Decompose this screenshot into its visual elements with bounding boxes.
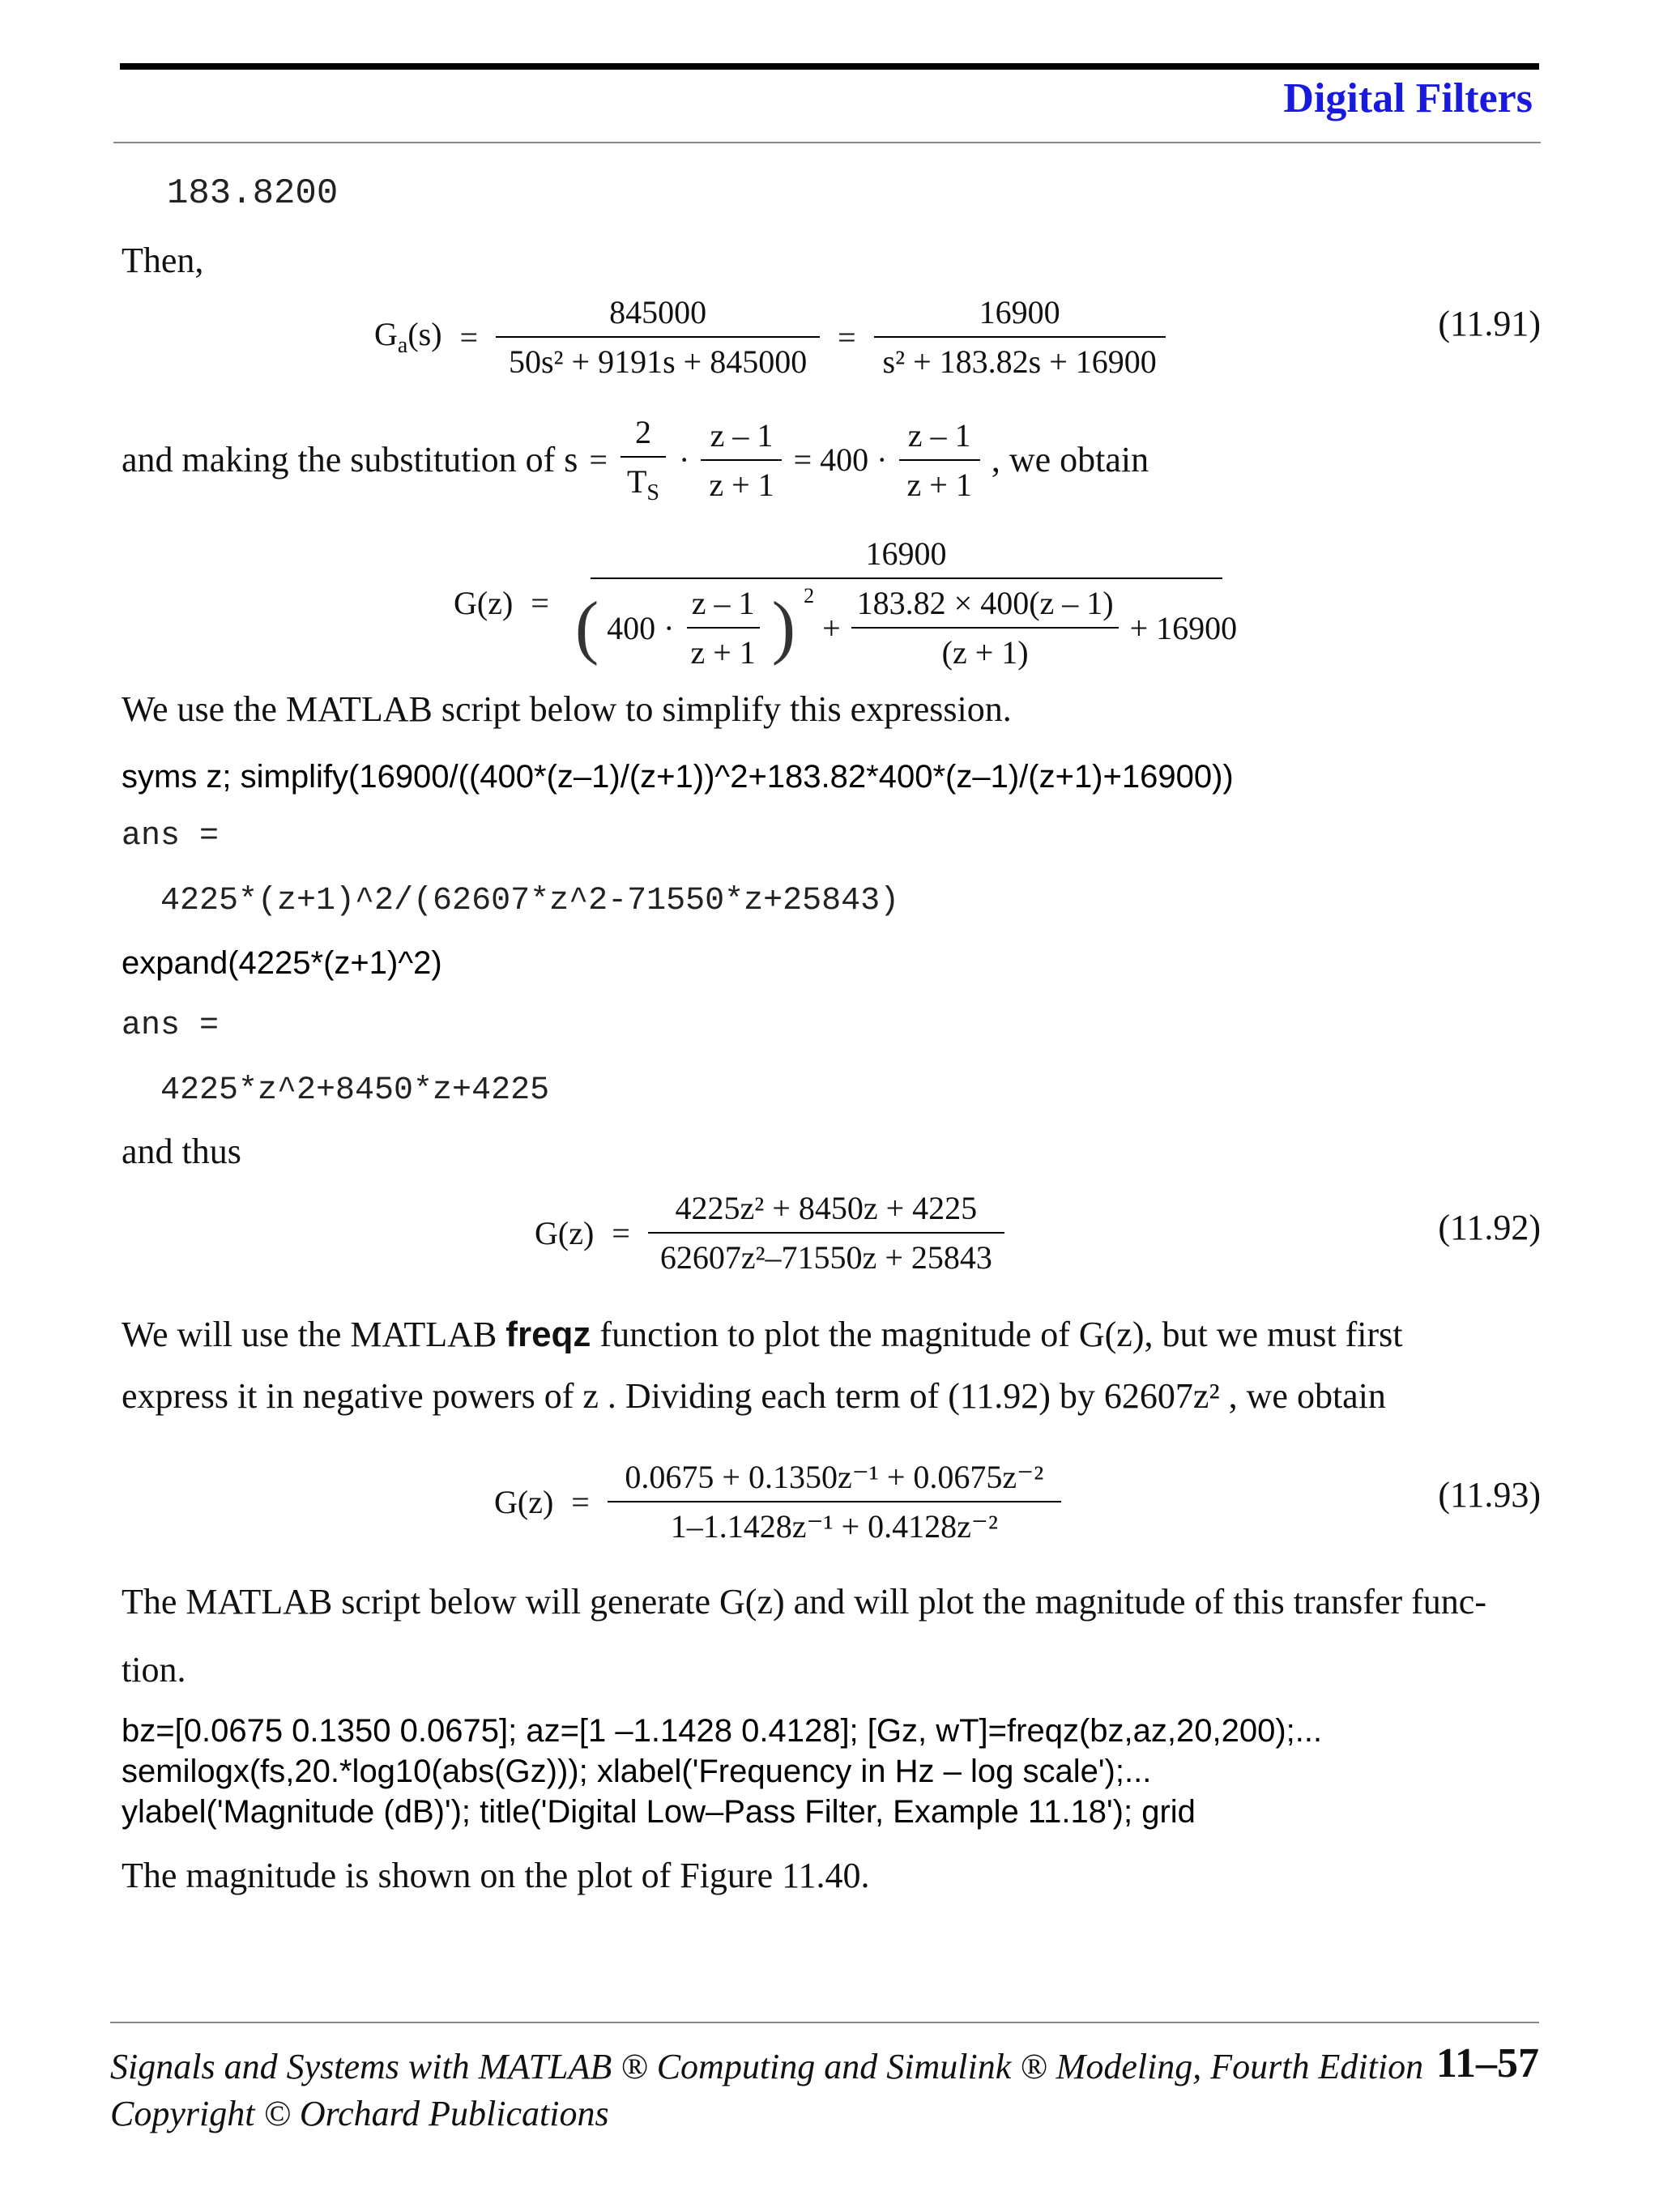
fraction: [849, 584, 1122, 671]
equation-11-91: [374, 293, 1166, 381]
denominator: ( 400 · $\frac{z - 1}{z + 1}$ ) $^2$ + $\frac{183.82 \times 400(z - 1)}{(z + 1)}$ + 16900: [574, 584, 1238, 671]
equation-number: (11.91): [1438, 304, 1541, 343]
exponent: 2: [804, 584, 815, 607]
equation-gz-expanded: [454, 535, 1245, 671]
numerator: z – 1: [907, 416, 971, 454]
footer-book-title: Signals and Systems with MATLAB ® Computing and Simulink ® Modeling, Fourth Edition: [110, 2047, 1424, 2086]
text-then: Then,: [122, 241, 204, 280]
equals-sign: =: [571, 1483, 590, 1520]
equation-11-92: [535, 1189, 1004, 1276]
substitution-text: and making the substitution of s: [122, 439, 578, 479]
substitution-tail: , we obtain: [991, 439, 1149, 479]
code-simplify: syms z; simplify(16900/((400*(z–1)/(z+1))^2+183.82*400*(z–1)/(z+1)+16900)): [122, 759, 1234, 795]
equals-sign: =: [589, 441, 608, 478]
paragraph-freqz: We will use the MATLAB freqz function to plot the magnitude of G(z), but we must first: [122, 1315, 1403, 1354]
page-number: 11–57: [1435, 2040, 1539, 2086]
numerator: z – 1: [691, 585, 755, 621]
numerator: 845000: [609, 294, 707, 330]
equation-11-93: [494, 1458, 1061, 1545]
equals-400: = 400 ·: [793, 441, 888, 478]
denominator: $T_S$: [626, 463, 659, 505]
eq-lhs: G(z): [454, 585, 514, 621]
numerator: 183.82 × 400(z – 1): [856, 585, 1114, 621]
paragraph-script: The MATLAB script below will generate G(z) and will plot the magnitude of this transfer func-: [122, 1582, 1486, 1622]
denominator: z + 1: [906, 466, 972, 503]
equation-number: (11.92): [1438, 1208, 1541, 1247]
denominator: s² + 183.82s + 16900: [882, 343, 1157, 380]
numerator: 0.0675 + 0.1350z⁻¹ + 0.0675z⁻²: [625, 1459, 1044, 1495]
equals-sign: =: [838, 318, 856, 356]
numerator: 2: [634, 414, 651, 450]
ans-label: ans =: [122, 818, 220, 855]
fraction: [899, 416, 980, 504]
fraction: [619, 413, 667, 506]
coef-400: 400 ·: [607, 609, 675, 646]
text-thus: and thus: [122, 1132, 241, 1171]
header-underline: [113, 142, 1541, 143]
ans-label: ans =: [122, 1008, 220, 1044]
fraction: [608, 1458, 1061, 1545]
eq-lhs: G(z): [535, 1214, 595, 1251]
numerator: 4225z² + 8450z + 4225: [675, 1190, 978, 1226]
freqz-keyword: freqz: [505, 1315, 591, 1354]
numerator: 16900: [865, 535, 947, 572]
header-rule: [120, 63, 1539, 70]
footer-copyright: Copyright © Orchard Publications: [110, 2094, 609, 2133]
code-freqz-line-2: semilogx(fs,20.*log10(abs(Gz))); xlabel('Frequency in Hz – log scale');...: [122, 1754, 1152, 1789]
code-expand: expand(4225*(z+1)^2): [122, 945, 442, 981]
text-figure-ref: The magnitude is shown on the plot of Figure 11.40.: [122, 1856, 870, 1895]
code-freqz-line-3: ylabel('Magnitude (dB)'); title('Digital Low–Pass Filter, Example 11.18'); grid: [122, 1794, 1196, 1830]
eq-lhs: $G_a(s)$: [374, 316, 442, 358]
dot: ·: [678, 441, 690, 478]
equation-number: (11.93): [1438, 1475, 1541, 1515]
constant-term: + 16900: [1129, 609, 1238, 646]
denominator: 1–1.1428z⁻¹ + 0.4128z⁻²: [670, 1508, 998, 1545]
fraction: [874, 293, 1166, 381]
fraction: [648, 1189, 1004, 1276]
text-matlab-intro: We use the MATLAB script below to simplify this expression.: [122, 689, 1012, 729]
fraction: [496, 293, 820, 381]
denominator: (z + 1): [941, 634, 1029, 671]
equals-sign: =: [531, 585, 549, 621]
numerator: 16900: [979, 294, 1060, 330]
fraction: [682, 584, 763, 671]
numerator: z – 1: [710, 416, 774, 454]
fraction: [567, 535, 1245, 671]
output-value: 183.8200: [167, 173, 339, 214]
chapter-title: Digital Filters: [1283, 75, 1533, 121]
output-expand: 4225*z^2+8450*z+4225: [160, 1072, 550, 1109]
code-freqz-line-1: bz=[0.0675 0.1350 0.0675]; az=[1 –1.1428 0.4128]; [Gz, wT]=freqz(bz,az,20,200);...: [122, 1713, 1323, 1749]
substitution-line: [122, 413, 1149, 506]
paragraph-script-line2: tion.: [122, 1650, 186, 1690]
plus-sign: +: [822, 609, 841, 646]
denominator: z + 1: [690, 634, 756, 671]
equals-sign: =: [459, 318, 479, 356]
footer-rule: [110, 2022, 1539, 2023]
paragraph-freqz-line2: express it in negative powers of z . Dividing each term of (11.92) by 62607z² , we obtain: [122, 1376, 1386, 1416]
eq-lhs: G(z): [494, 1483, 554, 1520]
denominator: 50s² + 9191s + 845000: [508, 343, 808, 380]
denominator: 62607z²–71550z + 25843: [659, 1239, 992, 1276]
equals-sign: =: [612, 1214, 630, 1251]
output-simplify: 4225*(z+1)^2/(62607*z^2-71550*z+25843): [160, 883, 900, 919]
fraction: [701, 416, 782, 504]
denominator: z + 1: [709, 466, 774, 503]
